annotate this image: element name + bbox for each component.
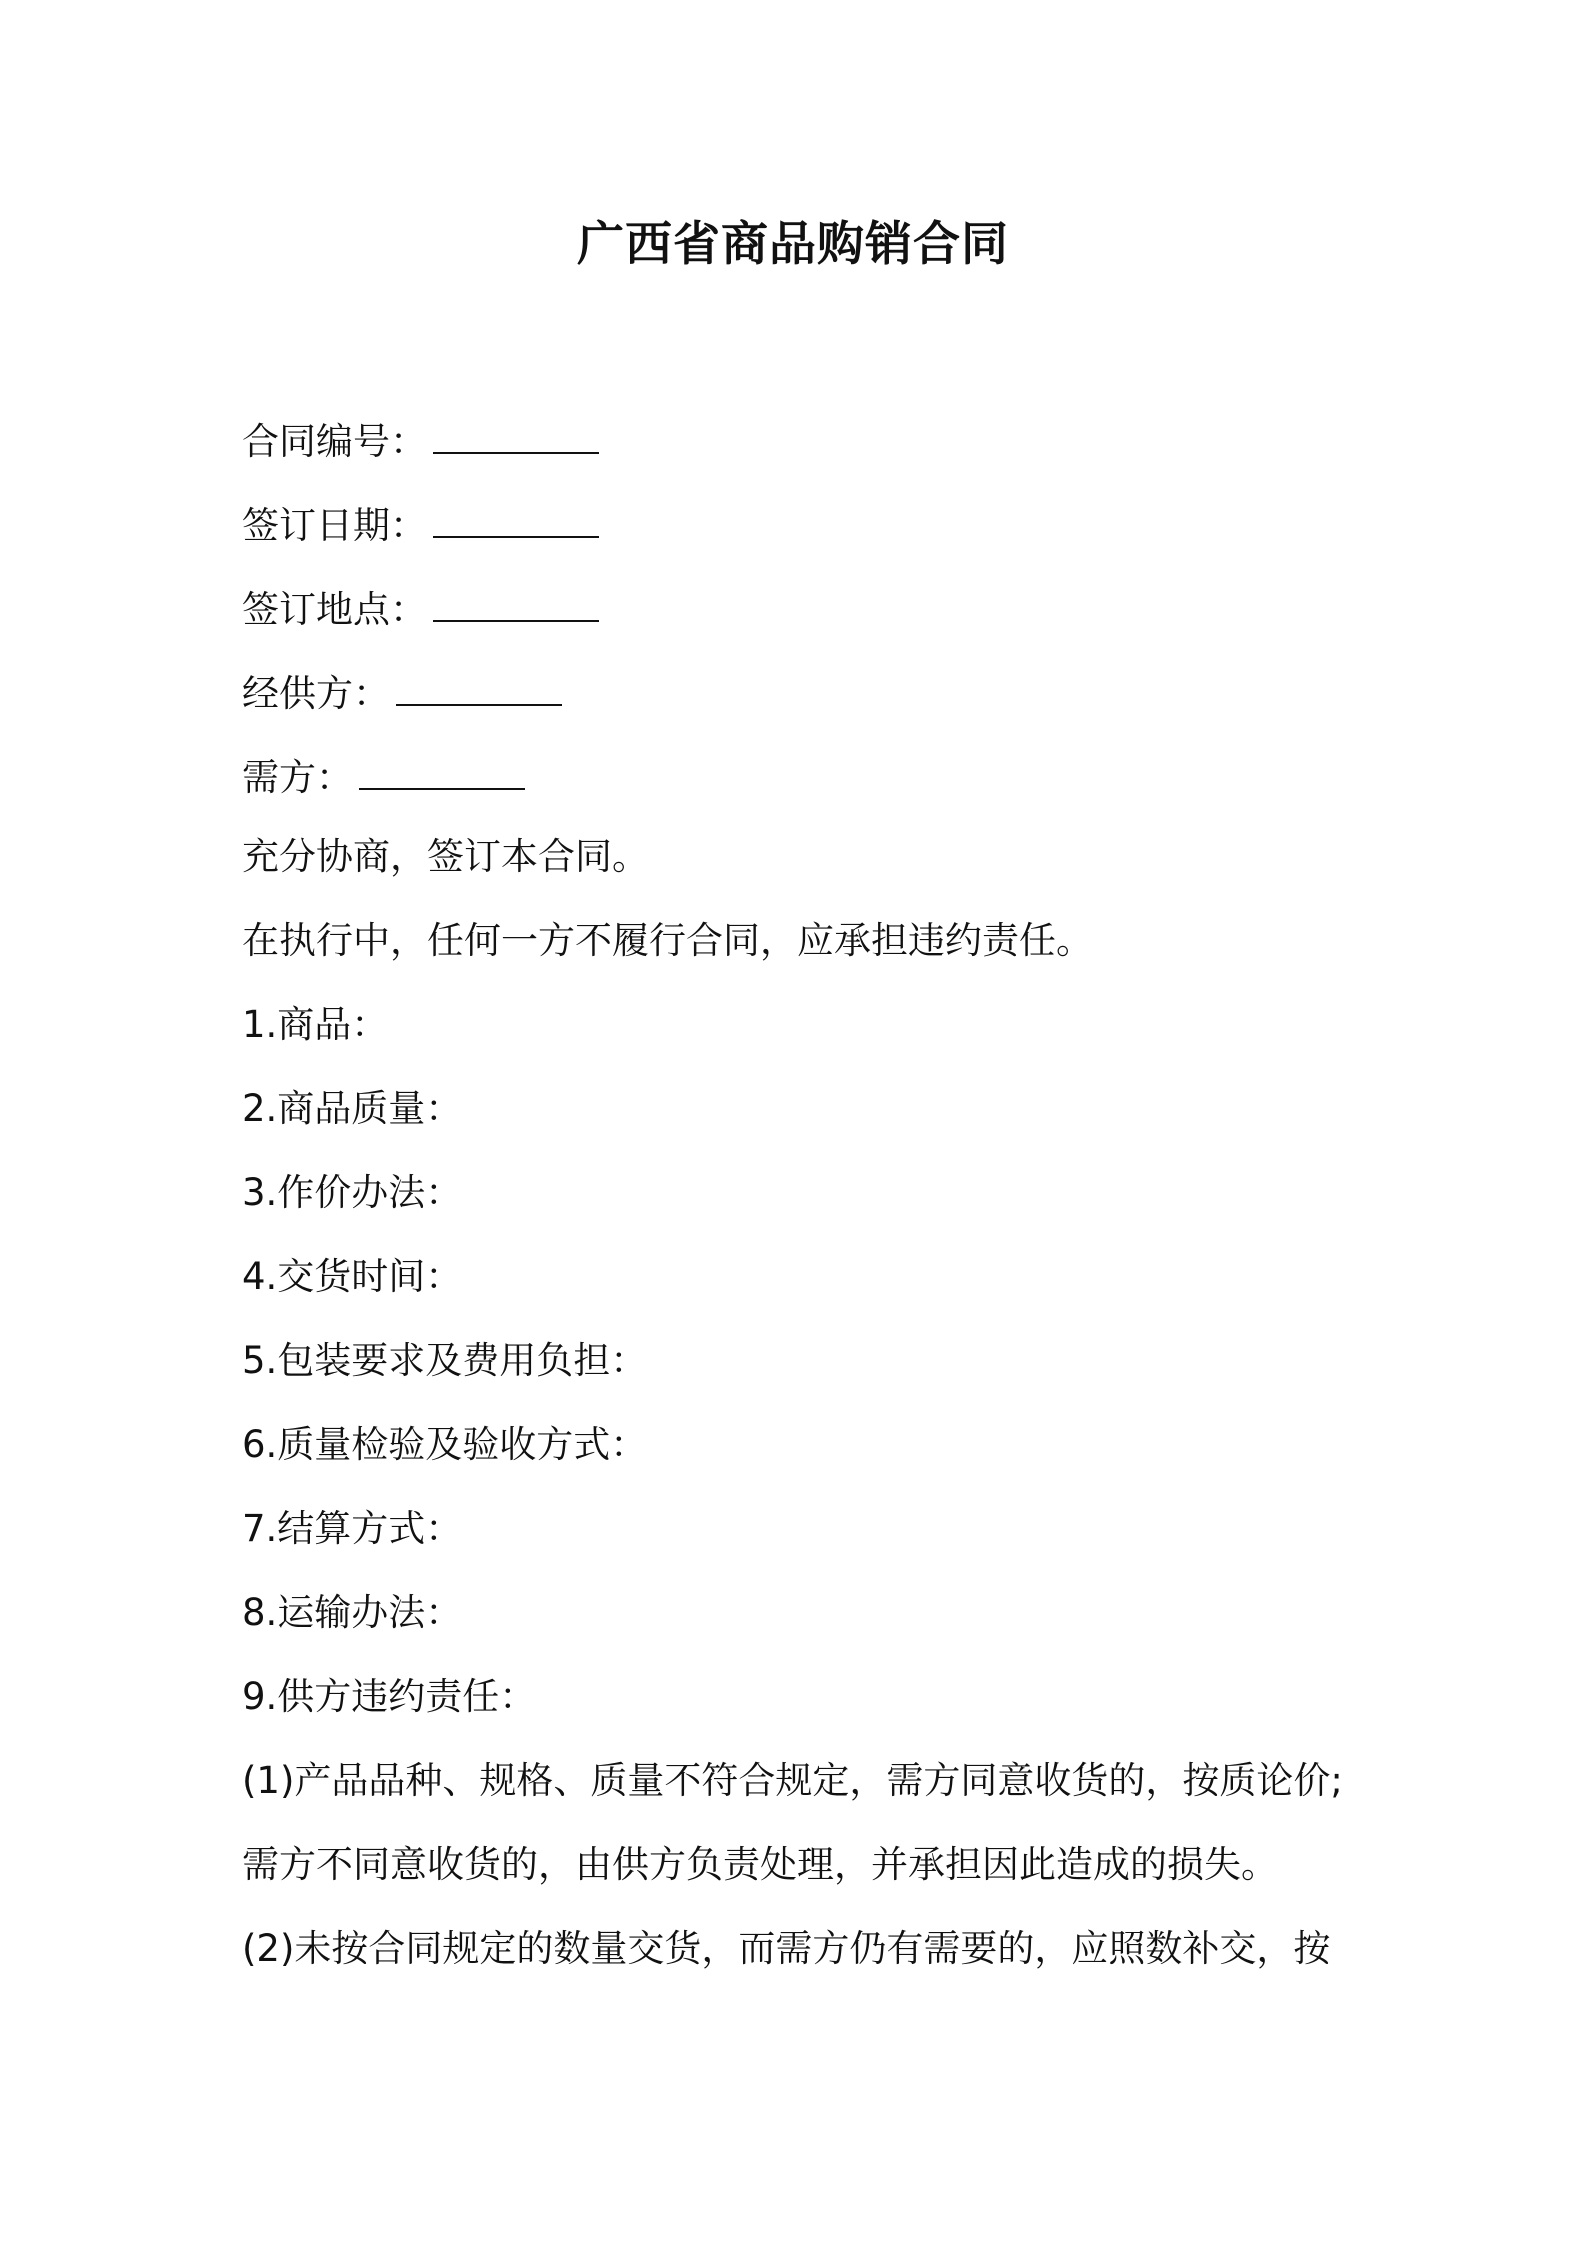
supplier-blank bbox=[396, 656, 562, 706]
contract-number-row bbox=[242, 404, 1362, 488]
signing-place-blank bbox=[433, 572, 599, 622]
clause-packaging: 5.包装要求及费用负担： bbox=[242, 1339, 648, 1382]
supplier-row bbox=[242, 656, 1362, 740]
sub-clause-1: (1)产品品种、规格、质量不符合规定，需方同意收货的，按质论价; bbox=[242, 1759, 1343, 1802]
clause-settlement: 7.结算方式： bbox=[242, 1507, 463, 1550]
clause-transport: 8.运输办法： bbox=[242, 1591, 463, 1634]
paragraph: 在执行中，任何一方不履行合同，应承担违约责任。 bbox=[242, 919, 1093, 962]
contract-number-label: 合同编号： bbox=[242, 420, 427, 463]
paragraph: 充分协商，签订本合同。 bbox=[242, 835, 649, 878]
clause-goods: 1.商品： bbox=[242, 1003, 389, 1046]
sub-clause-1-continued: 需方不同意收货的，由供方负责处理，并承担因此造成的损失。 bbox=[242, 1843, 1278, 1886]
signing-place-label: 签订地点： bbox=[242, 588, 427, 631]
document-body bbox=[242, 404, 1362, 2000]
buyer-row bbox=[242, 740, 1362, 824]
clause-supplier-liability: 9.供方违约责任： bbox=[242, 1675, 537, 1718]
supplier-label: 经供方： bbox=[242, 672, 390, 715]
contract-number-blank bbox=[433, 404, 599, 454]
sub-clause-2: (2)未按合同规定的数量交货，而需方仍有需要的，应照数补交，按 bbox=[242, 1927, 1331, 1970]
signing-date-label: 签订日期： bbox=[242, 504, 427, 547]
signing-date-blank bbox=[433, 488, 599, 538]
clause-inspection: 6.质量检验及验收方式： bbox=[242, 1423, 648, 1466]
clause-quality: 2.商品质量： bbox=[242, 1087, 463, 1130]
buyer-blank bbox=[359, 740, 525, 790]
signing-place-row bbox=[242, 572, 1362, 656]
signing-date-row bbox=[242, 488, 1362, 572]
document-title: 广西省商品购销合同 bbox=[577, 217, 1009, 272]
buyer-label: 需方： bbox=[242, 756, 353, 799]
clause-pricing: 3.作价办法： bbox=[242, 1171, 463, 1214]
clause-delivery-time: 4.交货时间： bbox=[242, 1255, 463, 1298]
